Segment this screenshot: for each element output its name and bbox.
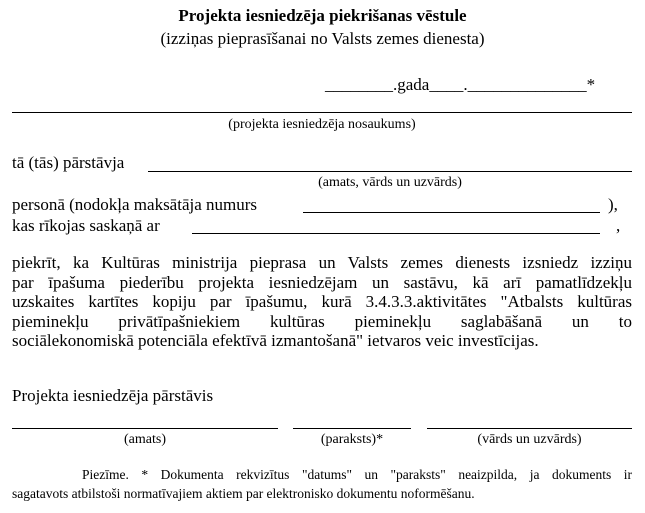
representative-line[interactable] bbox=[148, 171, 632, 172]
applicant-name-line[interactable] bbox=[12, 112, 632, 113]
person-closing: ), bbox=[608, 195, 618, 214]
document-title: Projekta iesniedzēja piekrišanas vēstule bbox=[178, 6, 467, 25]
paragraph-line: piekrīt, ka Kultūras ministrija pieprasa un Valsts zemes dienests izsniedz izziņu bbox=[12, 253, 632, 272]
applicant-name-caption: (projekta iesniedzēja nosaukums) bbox=[228, 117, 416, 132]
paragraph-line: uzskaites kartītes kopiju par īpašumu, kurā 3.4.3.3.aktivitātes "Atbalsts kultūras bbox=[12, 292, 632, 311]
footnote bbox=[12, 465, 632, 503]
representative-label: tā (tās) pārstāvja bbox=[12, 153, 125, 172]
paragraph-line: pieminekļu privātīpašniekiem kultūras pieminekļu saglabāšanā un to bbox=[12, 311, 632, 331]
footnote-line: Piezīme. * Dokumenta rekvizītus "datums" un "paraksts" neaizpilda, ja dokuments ir bbox=[82, 467, 632, 482]
person-label: personā (nodokļa maksātāja numurs bbox=[12, 195, 258, 214]
signature-line[interactable] bbox=[293, 428, 411, 429]
document-subtitle: (izziņas pieprasīšanai no Valsts zemes dienesta) bbox=[160, 29, 485, 48]
full-name-line[interactable] bbox=[427, 428, 632, 429]
representative-caption: (amats, vārds un uzvārds) bbox=[318, 175, 462, 190]
paragraph-line: sociālekonomiskā potenciāla efektīvā izmantošanā" ietvaros veic investīcijas. bbox=[12, 331, 539, 350]
signature-caption: (paraksts)* bbox=[320, 432, 384, 447]
order-closing: , bbox=[616, 216, 621, 235]
order-label: kas rīkojas saskaņā ar bbox=[12, 216, 160, 235]
full-name-caption: (vārds un uzvārds) bbox=[477, 432, 582, 447]
signature-heading: Projekta iesniedzēja pārstāvis bbox=[12, 386, 214, 405]
consent-paragraph bbox=[12, 253, 632, 351]
position-caption: (amats) bbox=[124, 432, 166, 447]
order-line[interactable] bbox=[192, 233, 600, 234]
tax-number-line[interactable] bbox=[303, 212, 600, 213]
paragraph-line: par īpašuma piederību projekta iesniedzējam un sastāvu, kā arī pamatlīdzekļu bbox=[12, 272, 632, 292]
date-field[interactable]: ________.gada____.______________* bbox=[325, 75, 596, 94]
footnote-line: sagatavots atbilstoši normatīvajiem aktiem par elektronisko dokumentu noformēšanu. bbox=[12, 486, 475, 501]
position-line[interactable] bbox=[12, 428, 278, 429]
